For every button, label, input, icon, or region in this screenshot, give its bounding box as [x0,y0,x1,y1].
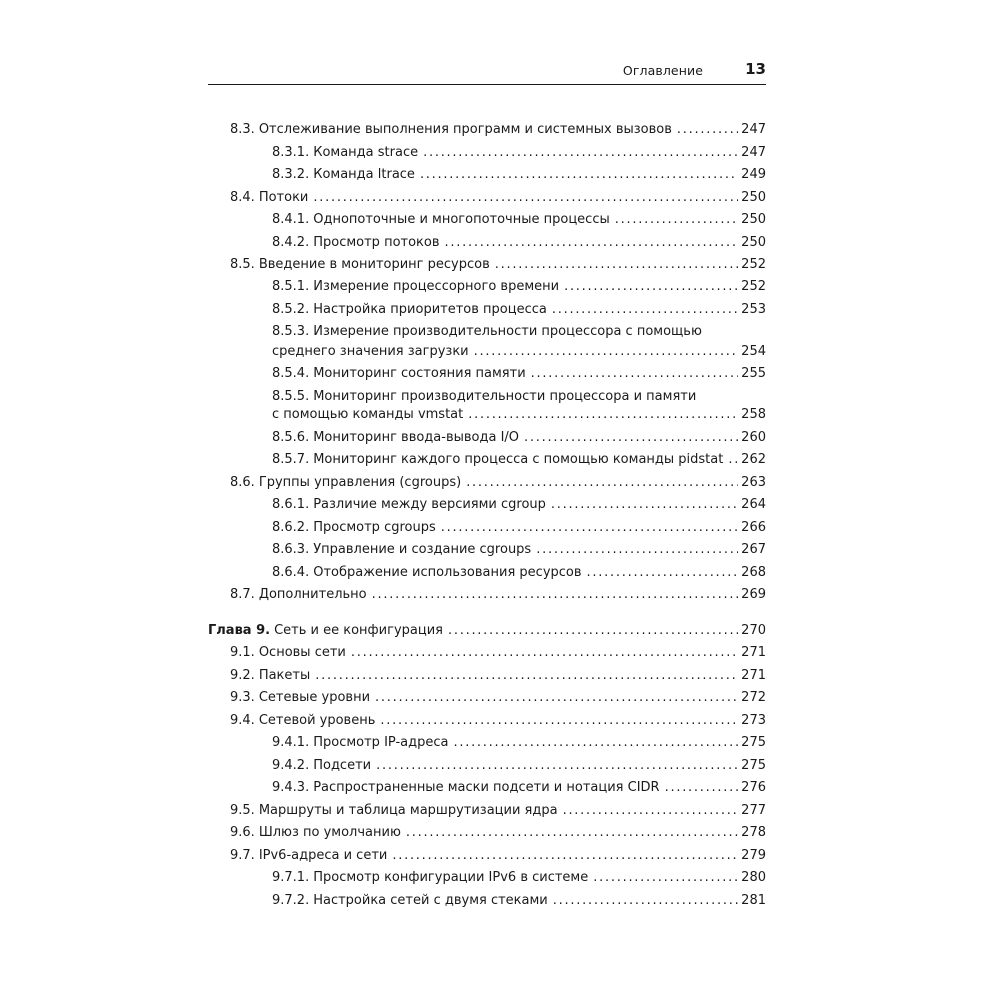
toc-entry-title: Мониторинг ввода-вывода I/O [313,430,520,445]
toc-entry [230,122,766,138]
toc-entry-title: Введение в мониторинг ресурсов [258,257,490,272]
toc-entry-title: Мониторинг состояния памяти [313,366,526,381]
toc-entry [272,565,766,581]
toc-entry [272,430,766,446]
toc-entry [272,870,766,886]
toc-chapter-entry [208,623,766,639]
toc-entry-number: 8.3. [230,122,255,137]
dot-leader [474,344,739,360]
toc-entry-number: 9.1. [230,645,255,660]
running-header-title: Оглавление [622,63,703,78]
toc-entry-title: Отображение использования ресурсов [313,565,582,580]
toc-entry-page: 271 [741,645,766,660]
toc-entry-number: 8.5.1. [272,279,310,294]
toc-entry-number: 9.5. [230,803,255,818]
toc-entry-number: 9.4. [230,713,255,728]
toc-entry-title-continuation: среднего значения загрузки [272,344,469,359]
toc-entry-title: Потоки [258,190,309,205]
toc-entry-page: 252 [741,279,766,294]
dot-leader [495,257,738,273]
toc-entry [272,497,766,513]
toc-entry-title: Пакеты [258,668,311,683]
toc-entry-page: 250 [741,212,766,227]
toc-entry-number: 8.5.5. [272,389,310,404]
toc-entry-page: 250 [741,190,766,205]
dot-leader [315,668,738,684]
toc-entry-number: 8.5.6. [272,430,310,445]
toc-entry-number: 8.6.2. [272,520,310,535]
dot-leader [448,623,738,639]
dot-leader [406,825,738,841]
toc-entry [230,668,766,684]
toc-entry-number: 8.6.3. [272,542,310,557]
toc-entry-page: 255 [741,366,766,381]
toc-entry-number: 8.5. [230,257,255,272]
dot-leader [563,803,739,819]
toc-entry [272,366,766,382]
toc-entry-title: Однопоточные и многопоточные процессы [313,212,610,227]
toc-entry-title: Различие между версиями cgroup [313,497,546,512]
toc-entry-title: Настройка сетей с двумя стеками [313,893,548,908]
toc-entry [230,690,766,706]
toc-entry-title: Сетевые уровни [258,690,371,705]
toc-entry [230,803,766,819]
toc-entry-title: Маршруты и таблица маршрутизации ядра [258,803,558,818]
toc-entry [272,167,766,183]
dot-leader [665,780,739,796]
toc-entry-title: Управление и создание cgroups [313,542,532,557]
toc-entry [230,475,766,491]
toc-entry-number: 9.7.1. [272,870,310,885]
toc-entry-page: 275 [741,735,766,750]
toc-entry-page: 258 [741,407,766,422]
toc-entry-page: 269 [741,587,766,602]
toc-entry-number: 9.4.2. [272,758,310,773]
toc-entry-page: 272 [741,690,766,705]
toc-entry [272,235,766,251]
dot-leader [392,848,738,864]
toc-entry [272,735,766,751]
toc-entry-title: Мониторинг производительности процессора и памяти [313,389,697,404]
toc-entry [230,713,766,729]
dot-leader [468,407,738,423]
toc-entry-title: Мониторинг каждого процесса с помощью команды pidstat [313,452,724,467]
toc-entry-number: 8.4. [230,190,255,205]
toc-entry-title: Сеть и ее конфигурация [274,623,443,638]
toc-entry [272,893,766,909]
toc-entry [230,190,766,206]
toc-entry-title: Подсети [313,758,372,773]
toc-entry-title: Шлюз по умолчанию [258,825,401,840]
dot-leader [420,167,738,183]
toc-entry-title: Отслеживание выполнения программ и системных вызовов [258,122,672,137]
toc-entry-page: 262 [741,452,766,467]
toc-entry-page: 266 [741,520,766,535]
toc-entry [230,257,766,273]
dot-leader [677,122,738,138]
toc-entry-page: 271 [741,668,766,683]
toc-entry-title: Измерение процессорного времени [313,279,560,294]
dot-leader [466,475,738,491]
toc-entry-page: 247 [741,122,766,137]
dot-leader [552,302,738,318]
toc-entry-number: 8.4.2. [272,235,310,250]
dot-leader [524,430,738,446]
toc-entry-page: 281 [741,893,766,908]
toc-entry-page: 270 [741,623,766,638]
toc-entry-page: 253 [741,302,766,317]
toc-entry-number: 9.4.3. [272,780,310,795]
toc-entry-page: 247 [741,145,766,160]
toc-entry-page: 254 [741,344,766,359]
toc-entry-title: Группы управления (cgroups) [258,475,462,490]
page-number: 13 [745,60,766,78]
toc-entry-title: Распространенные маски подсети и нотация CIDR [313,780,660,795]
toc-entry-number: 9.3. [230,690,255,705]
toc-entry-title: Основы сети [258,645,346,660]
dot-leader [313,190,738,206]
toc-entry-page: 279 [741,848,766,863]
toc-entry [272,758,766,774]
toc-entry-number: 8.3.2. [272,167,310,182]
toc-entry-title: Команда ltrace [313,167,415,182]
toc-entry [230,587,766,603]
dot-leader [553,893,738,909]
toc-entry-number: 8.3.1. [272,145,310,160]
toc-entry-number: 9.4.1. [272,735,310,750]
dot-leader [423,145,738,161]
toc-entry [272,145,766,161]
toc-entry-page: 264 [741,497,766,512]
dot-leader [728,452,738,468]
toc-entry-page: 277 [741,803,766,818]
dot-leader [551,497,738,513]
toc-entry-page: 260 [741,430,766,445]
toc-entry-page: 249 [741,167,766,182]
dot-leader [531,366,739,382]
toc-entry-page: 250 [741,235,766,250]
dot-leader [564,279,738,295]
toc-entry-title: Дополнительно [258,587,367,602]
toc-entry-title: Команда strace [313,145,419,160]
toc-entry-first-line [272,389,766,405]
toc-entry-page: 276 [741,780,766,795]
toc-entry-page: 280 [741,870,766,885]
dot-leader [615,212,738,228]
toc-entry-title: Сетевой уровень [258,713,376,728]
toc-entry [230,825,766,841]
toc-entry-page: 268 [741,565,766,580]
dot-leader [351,645,738,661]
toc-entry-page: 263 [741,475,766,490]
toc-entry [272,279,766,295]
toc-entry-title: Измерение производительности процессора с помощью [313,324,702,339]
toc-entry-number: 8.5.2. [272,302,310,317]
toc-entry [272,452,766,468]
toc-entry [272,520,766,536]
toc-entry-number: 9.7. [230,848,255,863]
toc-entry-title: Просмотр конфигурации IPv6 в системе [313,870,589,885]
toc-entry-page: 267 [741,542,766,557]
toc-entry [272,407,766,423]
dot-leader [441,520,738,536]
toc-entry [230,848,766,864]
dot-leader [375,690,738,706]
toc-entry-number: 9.7.2. [272,893,310,908]
toc-entry-title: Просмотр IP-адреса [313,735,449,750]
toc-entry-title: Настройка приоритетов процесса [313,302,547,317]
toc-entry [272,344,766,360]
toc-entry-page: 252 [741,257,766,272]
dot-leader [536,542,738,558]
dot-leader [593,870,738,886]
toc-entry [230,645,766,661]
dot-leader [380,713,738,729]
toc-entry [272,780,766,796]
dot-leader [376,758,738,774]
dot-leader [445,235,739,251]
toc-entry-number: 8.6.1. [272,497,310,512]
toc-entry [272,212,766,228]
toc-entry-title: Просмотр потоков [313,235,440,250]
toc-entry-page: 273 [741,713,766,728]
toc-entry-number: 8.7. [230,587,255,602]
toc-entry-number: 8.5.3. [272,324,310,339]
toc-entry-title-continuation: с помощью команды vmstat [272,407,464,422]
toc-entry-title: IPv6-адреса и сети [258,848,388,863]
toc-entry-number: 9.2. [230,668,255,683]
toc-entry-first-line [272,324,766,340]
toc-entry-number: 8.5.7. [272,452,310,467]
toc-entry [272,542,766,558]
chapter-label: Глава 9. [208,623,271,638]
dot-leader [453,735,738,751]
toc-entry-page: 278 [741,825,766,840]
toc-entry [272,302,766,318]
dot-leader [587,565,739,581]
header-divider [208,84,766,85]
toc-entry-number: 8.6.4. [272,565,310,580]
toc-entry-number: 8.4.1. [272,212,310,227]
toc-entry-number: 9.6. [230,825,255,840]
toc-entry-number: 8.5.4. [272,366,310,381]
toc-entry-number: 8.6. [230,475,255,490]
toc-entry-page: 275 [741,758,766,773]
dot-leader [372,587,739,603]
toc-entry-title: Просмотр cgroups [313,520,436,535]
